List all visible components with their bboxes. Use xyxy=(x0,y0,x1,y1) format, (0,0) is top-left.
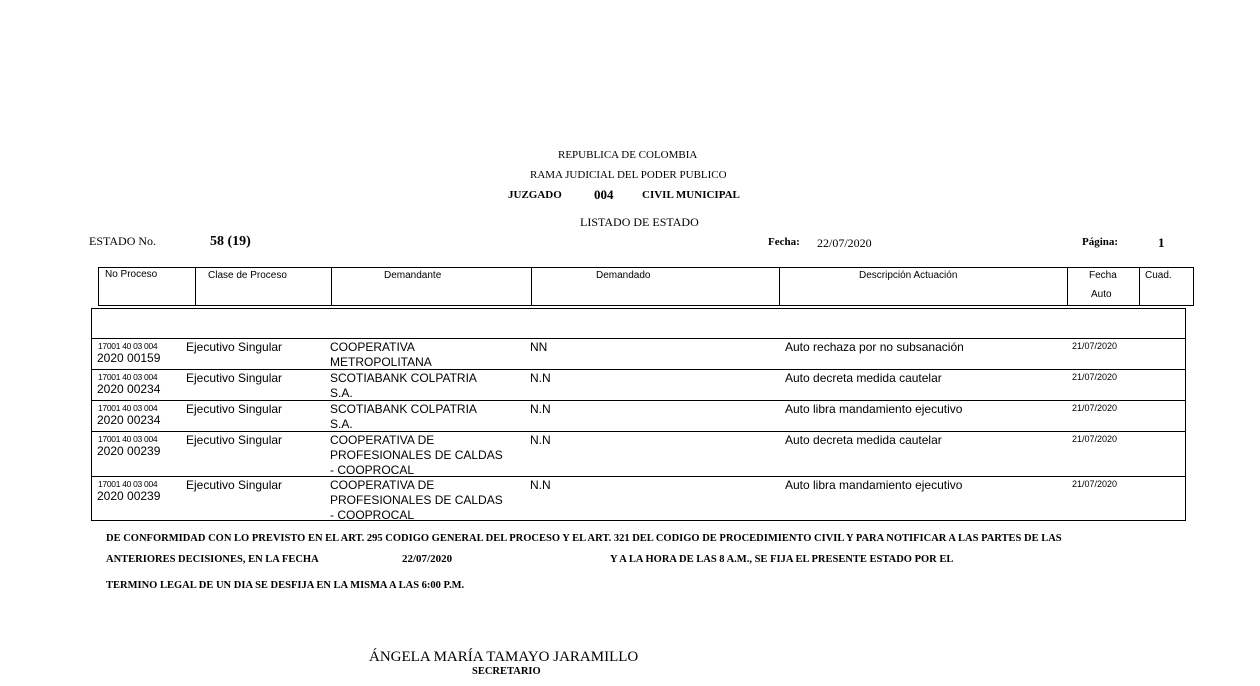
table-row xyxy=(92,400,1185,432)
proceso-number: 2020 00239 xyxy=(97,444,161,458)
col-auto: Auto xyxy=(1091,289,1112,300)
estado-label: ESTADO No. xyxy=(89,234,157,248)
demandado: N.N xyxy=(530,402,551,416)
col-demandado: Demandado xyxy=(596,270,651,281)
fecha-auto: 21/07/2020 xyxy=(1072,403,1118,413)
fecha-auto: 21/07/2020 xyxy=(1072,341,1118,351)
demandado: NN xyxy=(530,340,548,354)
demandante: COOPERATIVA DE PROFESIONALES DE CALDAS - COOPROCAL xyxy=(330,478,503,522)
proceso-number: 2020 00239 xyxy=(97,489,161,503)
listado-title: LISTADO DE ESTADO xyxy=(580,215,699,229)
col-demandante: Demandante xyxy=(384,270,442,281)
descripcion: Auto decreta medida cautelar xyxy=(785,371,942,385)
pagina-label: Página: xyxy=(1082,236,1119,248)
proceso-number: 2020 00234 xyxy=(97,413,161,427)
clase-proceso: Ejecutivo Singular xyxy=(186,340,283,354)
footer-line-2a: ANTERIORES DECISIONES, EN LA FECHA xyxy=(106,554,319,565)
juzgado-label: JUZGADO xyxy=(508,189,562,201)
fecha-auto: 21/07/2020 xyxy=(1072,372,1118,382)
footer-date: 22/07/2020 xyxy=(402,553,453,565)
signature-title: SECRETARIO xyxy=(472,666,541,677)
proceso-number: 2020 00234 xyxy=(97,382,161,396)
fecha-auto: 21/07/2020 xyxy=(1072,479,1118,489)
estado-table xyxy=(91,308,1186,521)
col-no-proceso: No Proceso xyxy=(105,269,158,280)
demandante: SCOTIABANK COLPATRIA S.A. xyxy=(330,402,477,431)
descripcion: Auto decreta medida cautelar xyxy=(785,433,942,447)
proceso-code: 17001 40 03 004 xyxy=(98,403,158,413)
clase-proceso: Ejecutivo Singular xyxy=(186,402,283,416)
column-header xyxy=(98,267,1194,306)
clase-proceso: Ejecutivo Singular xyxy=(186,433,283,447)
fecha-value: 22/07/2020 xyxy=(817,236,872,250)
proceso-code: 17001 40 03 004 xyxy=(98,434,158,444)
republic-heading: REPUBLICA DE COLOMBIA xyxy=(558,149,698,161)
demandado: N.N xyxy=(530,433,551,447)
col-fecha: Fecha xyxy=(1089,270,1117,281)
demandante: COOPERATIVA DE PROFESIONALES DE CALDAS - COOPROCAL xyxy=(330,433,503,477)
table-row xyxy=(92,476,1185,522)
demandante: SCOTIABANK COLPATRIA S.A. xyxy=(330,371,477,400)
juzgado-number: 004 xyxy=(594,187,614,202)
clase-proceso: Ejecutivo Singular xyxy=(186,371,283,385)
fecha-label: Fecha: xyxy=(768,236,800,248)
fecha-auto: 21/07/2020 xyxy=(1072,434,1118,444)
signature-name: ÁNGELA MARÍA TAMAYO JARAMILLO xyxy=(369,649,639,665)
juzgado-type: CIVIL MUNICIPAL xyxy=(642,189,740,201)
table-row xyxy=(92,431,1185,477)
descripcion: Auto libra mandamiento ejecutivo xyxy=(785,402,963,416)
table-row xyxy=(92,338,1185,370)
demandado: N.N xyxy=(530,478,551,492)
col-cuad: Cuad. xyxy=(1145,270,1172,281)
table-row xyxy=(92,369,1185,401)
descripcion: Auto libra mandamiento ejecutivo xyxy=(785,478,963,492)
demandado: N.N xyxy=(530,371,551,385)
footer-line-2b: Y A LA HORA DE LAS 8 A.M., SE FIJA EL PRESENTE ESTADO POR EL xyxy=(610,554,954,565)
clase-proceso: Ejecutivo Singular xyxy=(186,478,283,492)
pagina-value: 1 xyxy=(1158,235,1165,250)
col-clase: Clase de Proceso xyxy=(208,270,287,281)
demandante: COOPERATIVA METROPOLITANA xyxy=(330,340,432,369)
proceso-number: 2020 00159 xyxy=(97,351,161,365)
proceso-code: 17001 40 03 004 xyxy=(98,341,158,351)
footer-line-3: TERMINO LEGAL DE UN DIA SE DESFIJA EN LA MISMA A LAS 6:00 P.M. xyxy=(106,580,465,591)
proceso-code: 17001 40 03 004 xyxy=(98,479,158,489)
rama-heading: RAMA JUDICIAL DEL PODER PUBLICO xyxy=(530,169,727,181)
proceso-code: 17001 40 03 004 xyxy=(98,372,158,382)
col-descripcion: Descripción Actuación xyxy=(859,270,958,281)
footer-line-1: DE CONFORMIDAD CON LO PREVISTO EN EL ART. 295 CODIGO GENERAL DEL PROCESO Y EL ART. 321 DEL CODIGO DE PROCEDIMIENTO CIVIL Y PARA NOTIFICAR A LAS PARTES DE LAS xyxy=(106,533,1062,544)
estado-value: 58 (19) xyxy=(210,234,251,249)
descripcion: Auto rechaza por no subsanación xyxy=(785,340,964,354)
